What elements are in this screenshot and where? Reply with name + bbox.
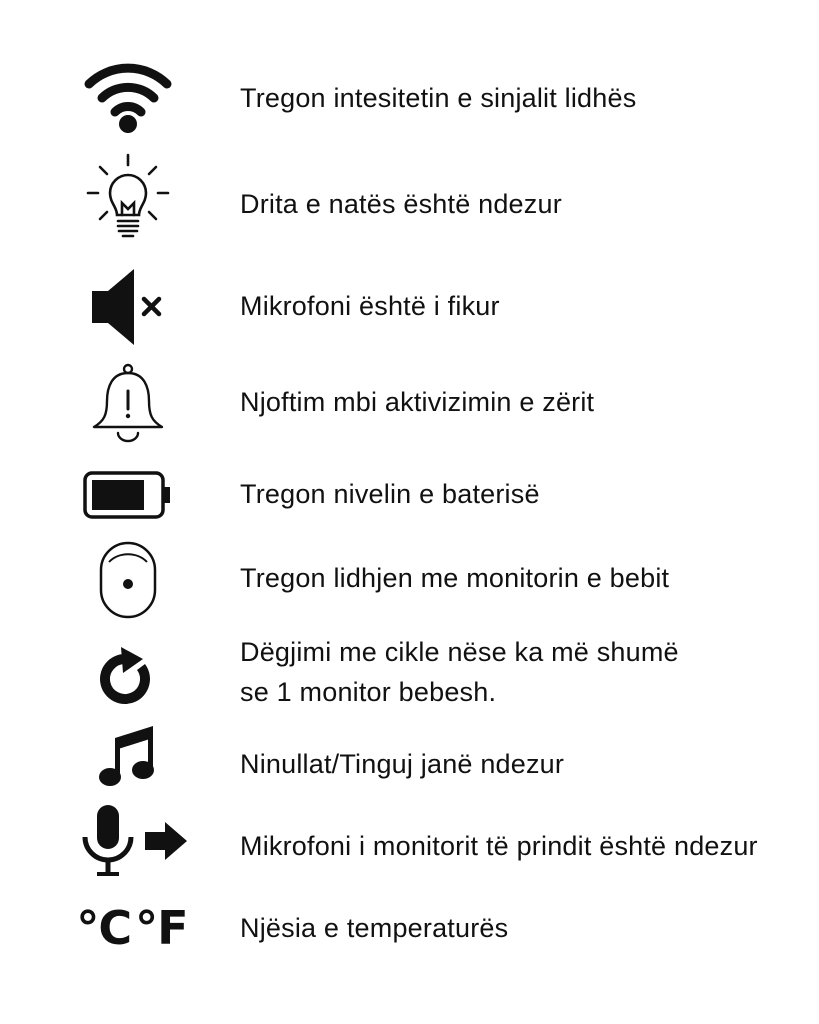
bell-alert-icon [78,362,178,444]
legend-row-night-light [0,150,819,242]
legend-row-battery [0,468,819,522]
celsius-symbol: °C [76,901,132,955]
speaker-muted-icon [78,266,178,348]
cycle-arrow-icon [78,634,178,710]
legend-row-sound-alert [0,362,819,444]
music-note-icon [78,720,178,790]
legend-row-cycle-listening [0,630,819,712]
legend-label: Tregon nivelin e baterisë [240,479,540,509]
legend-row-lullabies [0,720,819,790]
battery-icon [78,468,178,522]
microphone-arrow-icon [72,800,192,880]
baby-monitor-icon [78,540,178,620]
legend-label: Njësia e temperaturës [240,913,509,943]
legend-row-mic-off [0,266,819,348]
legend-row-temperature-unit [0,896,819,958]
legend-label: Mikrofoni është i fikur [240,291,500,321]
legend-label-line1: Dëgjimi me cikle nëse ka më shumë [240,637,679,667]
legend-label: Ninullat/Tinguj janë ndezur [240,749,565,779]
legend-label: Tregon lidhjen me monitorin e bebit [240,563,670,593]
legend-label: Tregon intesitetin e sinjalit lidhës [240,83,637,113]
legend-label: Njoftim mbi aktivizimin e zërit [240,387,595,417]
fahrenheit-symbol: °F [135,901,188,955]
legend-label-line2: se 1 monitor bebesh. [240,677,497,707]
legend-row-wifi [0,62,819,134]
temperature-unit-icon [72,900,192,956]
legend-label: Mikrofoni i monitorit të prindit është ndezur [240,831,758,861]
legend-row-baby-monitor [0,540,819,620]
legend-row-parent-mic [0,800,819,880]
legend-label: Drita e natës është ndezur [240,189,562,219]
light-bulb-icon [78,150,178,242]
wifi-signal-icon [78,62,178,134]
legend-label [240,632,679,712]
